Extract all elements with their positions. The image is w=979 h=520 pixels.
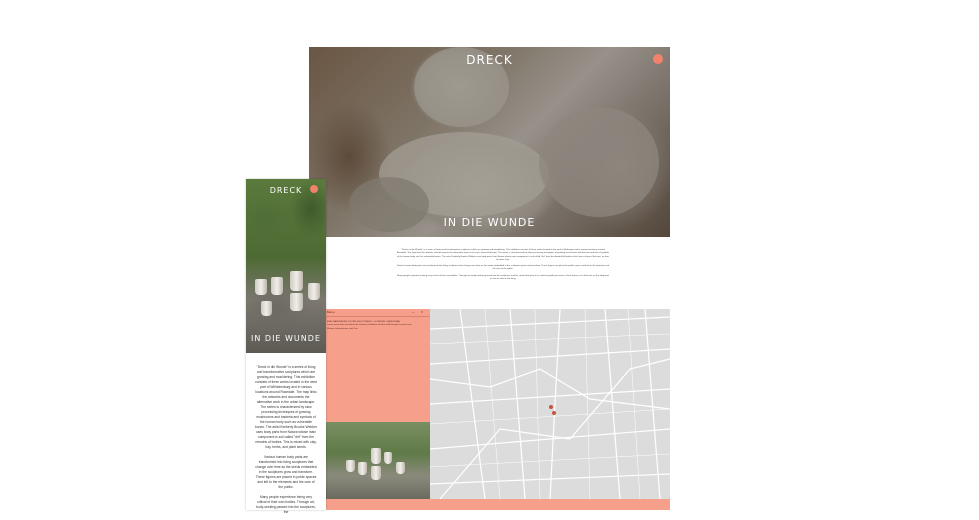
desktop-screenshot — [309, 47, 670, 510]
city-map[interactable] — [430, 309, 670, 499]
mobile-screenshot — [246, 179, 326, 514]
hero-title: DRECK — [466, 53, 513, 67]
panel-header — [326, 309, 430, 317]
footer-strip — [326, 499, 670, 510]
panel-line: Weitere Informationen und Orte. — [327, 327, 359, 330]
mobile-paragraph: Many people experience being very critical of their own bodies. Through art, body-seeking passed into the sculptures, the — [256, 495, 316, 514]
mobile-text — [246, 365, 326, 520]
menu-dot-button[interactable] — [653, 54, 663, 64]
map-marker[interactable] — [552, 411, 556, 415]
hero-subtitle: IN DIE WUNDE — [443, 216, 536, 229]
panel-line: EINE WANDERUNG ZU DEN SKULPTUREN — HÖRSPIEL VERFÜGBAR — [327, 321, 400, 323]
intro-paragraph: Various human body parts are transformed into living sculptures that change over time as the seeds embedded in the sculptures grow and transform. These figures are placed in public spaces and left to the elements and the care of the public. — [396, 265, 610, 271]
mobile-paragraph: Various human body parts are transformed into living sculptures that change over time as the seeds embedded in the sculptures grow and transform. These figures are placed in public spaces and left to the elements and the care of the public. — [255, 455, 317, 489]
hero-image-sculpture — [309, 47, 670, 237]
intro-paragraph: Many people experience being very critical of their own bodies. Through art, body-seeking passed into the sculptures and the seeds that grow in its natural growth processes, which invites us to find care on the body and on soil as what is the thing. — [397, 274, 609, 281]
mobile-hero-image — [246, 179, 326, 353]
mobile-paragraph: "Dreck in die Wunde" is a series of living and transformative sculptures which are growing and mouldering. This exhibition consists of three works located in the west part of Wilhelmsburg and in various locations around Rosedale. The map links the artworks and documents the alternative work in the urban landscape. The series is characterized by slow processing techniques of growing mushrooms and bacteria and symbols of the human body such as vulnerable bones. The artist Kimberly Brooke Webber uses body parts from Natura whose main component is soil called "dirt" from the remains of bodies. This is mixed with clay, hay, herbs, and plant seeds. — [255, 365, 317, 449]
mobile-hero-subtitle: IN DIE WUNDE — [251, 334, 321, 343]
panel-title: Menu — [327, 310, 335, 314]
intro-paragraph: "Drecks in die Wunde" is a series of living and transformative sculptures which are growing and mouldering. This exhibition consists of three works located in the park of Harburger and in various locations around Rosedale. The map links the artworks and documents the alternative work in the city's urban landscape. The series is characterised by slow processing techniques of growing mushrooms and bacteria and bits of symbols of the human body such as vulnerable bones. The artist Kimberly Brooke Webber uses body parts from Natura whose main component is soil called "dirt" from the dandruff of bodies which was a thing of the past, so how far does it go. — [396, 249, 610, 261]
map-marker[interactable] — [549, 405, 553, 409]
minimize-button[interactable]: – — [412, 309, 415, 314]
sculpture-photo — [326, 422, 430, 499]
close-button[interactable]: × — [421, 309, 424, 314]
map-streets — [430, 309, 670, 499]
mobile-menu-dot-button[interactable] — [310, 185, 318, 193]
mobile-hero-title: DRECK — [269, 186, 303, 195]
intro-text-panel — [326, 237, 670, 309]
panel-line: Lorem ipsum intro text about the artwork installation and the walk through the park area. — [327, 324, 413, 327]
